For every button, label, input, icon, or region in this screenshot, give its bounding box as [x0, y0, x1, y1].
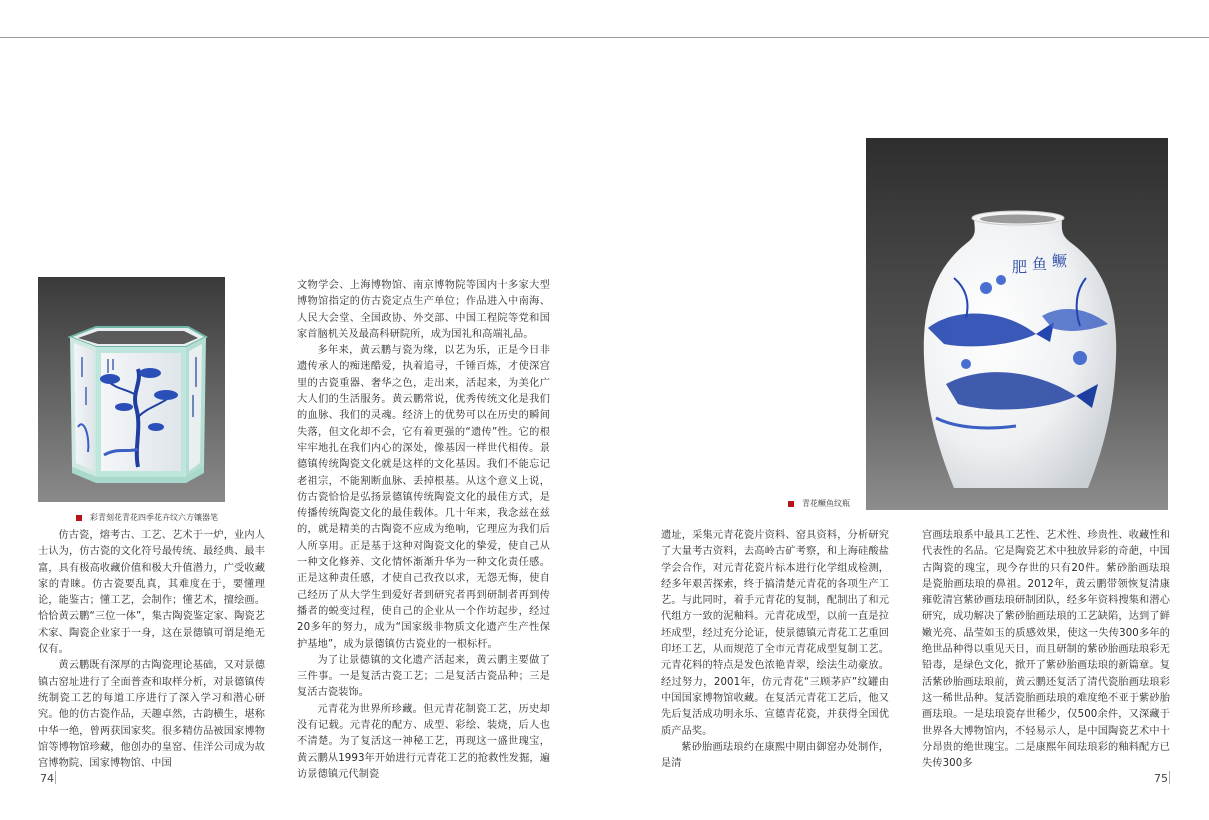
page-number-divider	[55, 771, 56, 784]
col2-paragraph-2: 多年来，黄云鹏与瓷为缘，以艺为乐，正是今日非遗传承人的痴迷酷爱，执着追寻，千锤百炼，才使深宫里的古瓷重器、奢华之色，走出来，活起来，为美化广大人们的生活服务。黄云鹏常说，优秀传统文化是我们的血脉、我们的灵魂。经济上的优势可以在历史的瞬间失落，但文化却不会，它有着更强的“遗传”性。它的根牢牢地扎在我们内心的深处，像基因一样世代相传。景德镇传统陶瓷文化就是这样的文化基因。我们不能忘记老祖宗，不能割断血脉、丢掉根基。从这个意义上说，仿古瓷恰恰是弘扬景德镇传统陶瓷文化的最佳方式，是传播传统陶瓷文化的最佳载体。几十年来，我念兹在兹的，就是精美的古陶瓷不应成为绝响，它理应为我们后人所享用。正是基于这种对陶瓷文化的挚爱，使自己从一种文化修养、文化情怀渐渐升华为一种文化责任感。正是这种责任感，才使自己孜孜以求，无怨无悔，使自己经历了从大学生到爱好者到研究者再到研制者再到传播者的蜕变过程，使自己的企业从一个作坊起步，经过20多年的努力，成为“国家级非物质文化遗产生产性保护基地”，成为景德镇仿古瓷业的一根标杆。	[297, 345, 550, 650]
text-column-3	[661, 528, 889, 772]
page-number-right-text: 75	[1154, 772, 1168, 785]
vase-caption	[788, 498, 850, 509]
page-number-divider	[1169, 771, 1170, 784]
brush-pot-photo	[38, 277, 225, 502]
page-number-left	[40, 771, 56, 785]
vase-inscription-char: 肥	[1012, 258, 1028, 276]
vase-caption-text: 青花鳜鱼纹瓶	[802, 499, 850, 508]
caption-marker	[76, 515, 82, 521]
col4-paragraph-1: 宫画珐琅系中最具工艺性、艺术性、珍贵性、收藏性和代表性的名品。它是陶瓷艺术中独放异彩的奇葩，中国古陶瓷的瑰宝，现今存世的只有20件。紫砂胎画珐琅是瓷胎画珐琅的鼻祖。2012年，黄云鹏带领恢复清康雍乾清宫紫砂画珐琅研制团队，经多年资料搜集和潜心研究，成功解决了紫砂胎画珐琅的工艺缺陷，达到了鲜嫩光亮、晶莹如玉的质感效果，使这一失传300多年的绝世品种得以重见天日，而且研制的紫砂胎画珐琅彩无铅毒，是绿色文化，掀开了紫砂胎画珐琅的新篇章。复活紫砂胎画珐琅前，黄云鹏还复活了清代瓷胎画珐琅彩这一稀世品种。复活瓷胎画珐琅的难度绝不亚于紫砂胎画珐琅。一是珐琅瓷存世稀少，仅500余件，又深藏于世界各大博物馆内，不轻易示人，是中国陶瓷艺术中十分昂贵的绝世瑰宝。二是康熙年间珐琅彩的釉料配方已失传300多	[922, 530, 1170, 770]
col1-paragraph-1: 仿古瓷，熔考古、工艺、艺术于一炉，业内人士认为，仿古瓷的文化符号最传统、最经典、最丰富，具有极高收藏价值和极大升值潜力，广受收藏家的青睐。仿古瓷要乱真，其难度在于，要懂理论，能鉴古；懂工艺，会制作；懂艺术，擅绘画。恰恰黄云鹏“三位一体”，集古陶瓷鉴定家、陶瓷艺术家、陶瓷企业家于一身，这在景德镇可谓是绝无仅有。	[38, 530, 265, 656]
col3-paragraph-1: 遗址，采集元青花瓷片资料、窑具资料，分析研究了大量考古资料，去高岭古矿考察，和上海硅酸盐学会合作，对元青花瓷片标本进行化学组成检测，经多年艰苦探索，终于搞清楚元青花的各项生产工艺。与此同时，着手元青花的复制，配制出了和元代组方一致的泥釉料。元青花成型，以前一直是拉坯成型，经过充分论证，使景德镇元青花工艺重回印坯工艺，从而规范了全市元青花成型复制工艺。元青花料的特点是发色浓艳青翠，绘法生动豪放。经过努力，2001年，仿元青花“三顾茅庐”纹罐由中国国家博物馆收藏。在复活元青花工艺后，他又先后复活成功明永乐、宣德青花瓷，并获得全国优质产品奖。	[661, 530, 889, 737]
col2-paragraph-1: 文物学会、上海博物馆、南京博物院等国内十多家大型博物馆指定的仿古瓷定点生产单位；作品进入中南海、人民大会堂、全国政协、外交部、中国工程院等党和国家首脑机关及最高科研院所，成为国礼和高端礼品。	[297, 280, 550, 340]
col2-paragraph-4: 元青花为世界所珍藏。但元青花制瓷工艺，历史却没有记载。元青花的配方、成型、彩绘、装烧，后人也不清楚。为了复活这一神秘工艺，再现这一盛世瑰宝，黄云鹏从1993年开始进行元青花工艺的抢救性发掘，遍访景德镇元代制瓷	[297, 703, 550, 780]
brush-pot-caption	[76, 512, 218, 523]
top-rule	[0, 37, 1209, 38]
text-column-4	[922, 528, 1170, 772]
brush-pot-caption-text: 彩青刻花青花四季花卉纹六方镶器笔	[90, 513, 218, 522]
vase-photo	[866, 138, 1168, 510]
col2-paragraph-3: 为了让景德镇的文化遗产活起来，黄云鹏主要做了三件事。一是复活古瓷工艺；二是复活古瓷品种；三是复活古瓷装饰。	[297, 654, 550, 699]
col1-paragraph-2: 黄云鹏既有深厚的古陶瓷理论基础，又对景德镇古窑址进行了全面普查和取样分析，对景德镇传统制瓷工艺的每道工序进行了深入学习和潜心研究。他的仿古瓷作品，天趣卓然，古韵横生，堪称中华一绝，曾两获国家奖。很多精仿品被国家博物馆等博物馆珍藏，他创办的皇窑、佳洋公司成为故宫博物院、国家博物馆、中国	[38, 660, 265, 770]
text-column-2	[297, 278, 550, 783]
text-column-1	[38, 528, 265, 772]
vase-inscription-char: 鳜	[1052, 252, 1068, 270]
page-number-left-text: 74	[40, 772, 54, 785]
caption-marker	[788, 501, 794, 507]
vase-inscription-char: 鱼	[1032, 255, 1048, 273]
page-number-right	[1154, 771, 1170, 785]
col3-paragraph-2: 紫砂胎画珐琅约在康熙中期由御窑办处制作，是清	[661, 741, 889, 770]
